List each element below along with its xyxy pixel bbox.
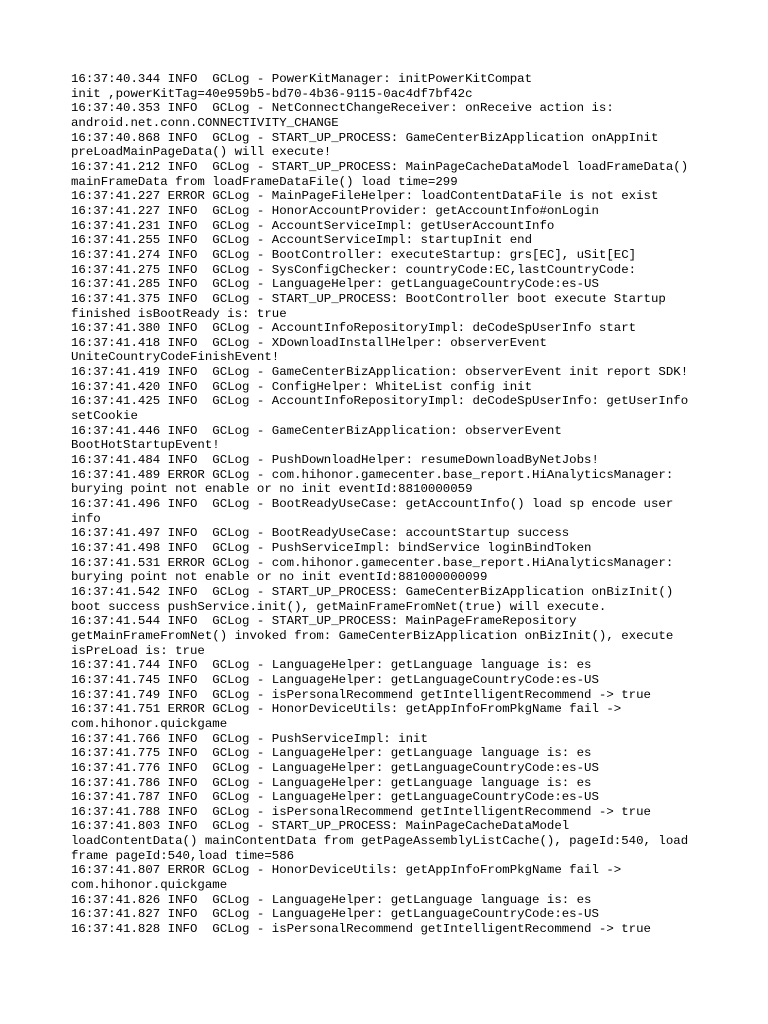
- log-line: 16:37:41.274 INFO GCLog - BootController: executeStartup: grs[EC], uSit[EC]: [71, 247, 637, 262]
- log-line: com.hihonor.quickgame: [71, 878, 228, 893]
- log-line: 16:37:41.828 INFO GCLog - isPersonalRecommend getIntelligentRecommend -> true: [71, 922, 651, 937]
- log-line: 16:37:41.787 INFO GCLog - LanguageHelper: getLanguageCountryCode:es-US: [71, 790, 599, 805]
- log-line: isPreLoad is: true: [71, 643, 205, 658]
- log-line: finished isBootReady is: true: [71, 306, 287, 321]
- log-line: 16:37:41.786 INFO GCLog - LanguageHelper: getLanguage language is: es: [71, 775, 592, 790]
- log-line: 16:37:41.275 INFO GCLog - SysConfigChecker: countryCode:EC,lastCountryCode:: [71, 262, 637, 277]
- log-line: 16:37:41.788 INFO GCLog - isPersonalRecommend getIntelligentRecommend -> true: [71, 804, 651, 819]
- log-line: 16:37:40.868 INFO GCLog - START_UP_PROCESS: GameCenterBizApplication onAppInit: [71, 130, 659, 145]
- log-line: 16:37:41.542 INFO GCLog - START_UP_PROCESS: GameCenterBizApplication onBizInit(): [71, 584, 674, 599]
- log-line: android.net.conn.CONNECTIVITY_CHANGE: [71, 115, 339, 130]
- log-line: 16:37:41.255 INFO GCLog - AccountServiceImpl: startupInit end: [71, 233, 533, 248]
- log-line: 16:37:41.231 INFO GCLog - AccountServiceImpl: getUserAccountInfo: [71, 218, 555, 233]
- log-line: 16:37:41.496 INFO GCLog - BootReadyUseCase: getAccountInfo() load sp encode user: [71, 497, 674, 512]
- log-line: 16:37:41.420 INFO GCLog - ConfigHelper: WhiteList config init: [71, 379, 533, 394]
- log-line: com.hihonor.quickgame: [71, 716, 228, 731]
- log-line: info: [71, 511, 101, 526]
- log-line: 16:37:41.766 INFO GCLog - PushServiceImpl: init: [71, 731, 428, 746]
- log-text-block: [71, 72, 711, 937]
- log-line: 16:37:41.744 INFO GCLog - LanguageHelper: getLanguage language is: es: [71, 658, 592, 673]
- log-line: 16:37:41.489 ERROR GCLog - com.hihonor.gamecenter.base_report.HiAnalyticsManager:: [71, 467, 674, 482]
- log-line: 16:37:41.544 INFO GCLog - START_UP_PROCESS: MainPageFrameRepository: [71, 614, 577, 629]
- log-line: UniteCountryCodeFinishEvent!: [71, 350, 280, 365]
- log-line: 16:37:41.380 INFO GCLog - AccountInfoRepositoryImpl: deCodeSpUserInfo start: [71, 321, 637, 336]
- log-line: 16:37:41.419 INFO GCLog - GameCenterBizApplication: observerEvent init report SDK!: [71, 365, 689, 380]
- log-line: 16:37:41.775 INFO GCLog - LanguageHelper: getLanguage language is: es: [71, 746, 592, 761]
- log-line: 16:37:41.498 INFO GCLog - PushServiceImpl: bindService loginBindToken: [71, 541, 592, 555]
- log-line: 16:37:41.375 INFO GCLog - START_UP_PROCESS: BootController boot execute Startup: [71, 291, 666, 306]
- log-line: 16:37:41.497 INFO GCLog - BootReadyUseCase: accountStartup success: [71, 526, 570, 541]
- log-line: 16:37:41.745 INFO GCLog - LanguageHelper: getLanguageCountryCode:es-US: [71, 672, 599, 687]
- log-line: 16:37:40.344 INFO GCLog - PowerKitManager: initPowerKitCompat: [71, 72, 533, 86]
- log-line: 16:37:41.484 INFO GCLog - PushDownloadHelper: resumeDownloadByNetJobs!: [71, 453, 599, 468]
- log-line: burying point not enable or no init eventId:8810000059: [71, 482, 473, 497]
- log-line: burying point not enable or no init eventId:881000000099: [71, 570, 488, 585]
- log-line: setCookie: [71, 409, 138, 424]
- log-line: 16:37:41.425 INFO GCLog - AccountInfoRepositoryImpl: deCodeSpUserInfo: getUserInfo: [71, 394, 689, 409]
- log-line: 16:37:41.807 ERROR GCLog - HonorDeviceUtils: getAppInfoFromPkgName fail ->: [71, 863, 622, 878]
- log-line: 16:37:41.418 INFO GCLog - XDownloadInstallHelper: observerEvent: [71, 335, 547, 350]
- log-line: preLoadMainPageData() will execute!: [71, 145, 332, 160]
- log-line: 16:37:41.827 INFO GCLog - LanguageHelper: getLanguageCountryCode:es-US: [71, 907, 599, 922]
- log-line: loadContentData() mainContentData from getPageAssemblyListCache(), pageId:540, load: [71, 834, 689, 849]
- log-line: frame pageId:540,load time=586: [71, 848, 295, 863]
- log-line: 16:37:41.803 INFO GCLog - START_UP_PROCESS: MainPageCacheDataModel: [71, 819, 570, 834]
- log-line: 16:37:41.227 ERROR GCLog - MainPageFileHelper: loadContentDataFile is not exist: [71, 189, 659, 204]
- log-line: 16:37:41.749 INFO GCLog - isPersonalRecommend getIntelligentRecommend -> true: [71, 687, 651, 702]
- log-line: 16:37:41.751 ERROR GCLog - HonorDeviceUtils: getAppInfoFromPkgName fail ->: [71, 702, 622, 717]
- log-line: BootHotStartupEvent!: [71, 438, 220, 453]
- log-line: init ,powerKitTag=40e959b5-bd70-4b36-9115-0ac4df7bf42c: [71, 86, 473, 101]
- log-line: 16:37:41.285 INFO GCLog - LanguageHelper: getLanguageCountryCode:es-US: [71, 277, 599, 292]
- log-line: 16:37:41.776 INFO GCLog - LanguageHelper: getLanguageCountryCode:es-US: [71, 760, 599, 775]
- log-line: 16:37:41.531 ERROR GCLog - com.hihonor.gamecenter.base_report.HiAnalyticsManager:: [71, 555, 674, 570]
- log-line: 16:37:41.227 INFO GCLog - HonorAccountProvider: getAccountInfo#onLogin: [71, 203, 599, 218]
- log-line: 16:37:41.212 INFO GCLog - START_UP_PROCESS: MainPageCacheDataModel loadFrameData(): [71, 159, 689, 174]
- log-line: getMainFrameFromNet() invoked from: GameCenterBizApplication onBizInit(), execute: [71, 628, 674, 643]
- log-line: 16:37:41.826 INFO GCLog - LanguageHelper: getLanguage language is: es: [71, 892, 592, 907]
- log-line: 16:37:40.353 INFO GCLog - NetConnectChangeReceiver: onReceive action is:: [71, 101, 614, 116]
- log-line: mainFrameData from loadFrameDataFile() load time=299: [71, 174, 458, 189]
- log-line: boot success pushService.init(), getMainFrameFromNet(true) will execute.: [71, 599, 607, 614]
- log-line: 16:37:41.446 INFO GCLog - GameCenterBizApplication: observerEvent: [71, 423, 562, 438]
